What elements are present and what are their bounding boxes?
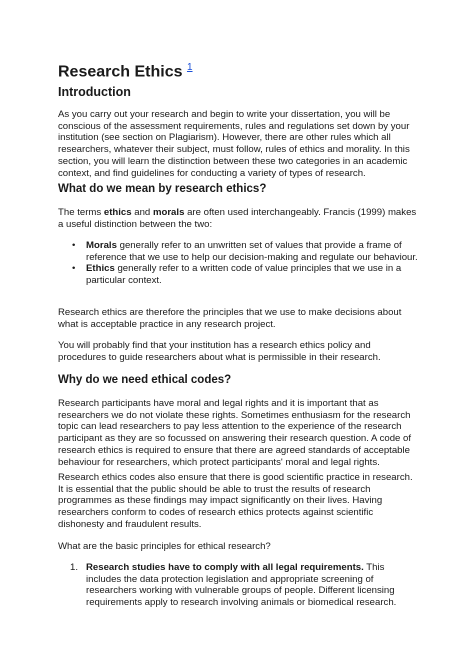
section-heading-ethical-codes: Why do we need ethical codes? — [58, 374, 232, 386]
page-title — [58, 56, 420, 82]
ethics-morals-paragraph: The terms ethics and morals are often used interchangeably. Francis (1999) makes a useful distinction between the two: — [58, 207, 417, 230]
list-item: 1. Research studies have to comply with all legal requirements. This includes the data protection legislation and appropriate screening of researchers working with vulnerable groups of people. Different licensing requirements apply to research involving animals or biomedical research. — [70, 562, 397, 609]
bullet-icon: • — [72, 263, 76, 275]
title-text: Research Ethics — [58, 63, 183, 81]
principles-list — [58, 562, 420, 609]
policy-paragraph: You will probably find that your institution has a research ethics policy and procedures to guide researchers about what is permissible in their research. — [58, 340, 381, 363]
list-number: 1. — [70, 562, 79, 573]
intro-heading: Introduction — [58, 85, 131, 99]
term-morals: morals — [152, 207, 185, 218]
rights-paragraph: Research participants have moral and legal rights and it is important that as researchers we do not violate these rights. Sometimes enthusiasm for the research topic can lead researchers to pay less attention to the experience of the research participant as they are so focussed on answering their research question. A code of research ethics is required to ensure that there are agreed standards of acceptable behaviour for researchers, which protect participants' moral and legal rights. — [58, 398, 412, 468]
section-heading-research-ethics: What do we mean by research ethics? — [58, 183, 267, 195]
definitions-list — [58, 240, 420, 287]
principles-question: What are the basic principles for ethical research? — [58, 541, 271, 552]
footnote-link[interactable]: 1 — [186, 62, 193, 73]
intro-paragraph: As you carry out your research and begin to write your dissertation, you will be conscious of the assessment requirements, rules and regulations set down by your institution (see section on Plagiarism). However, there are other rules which all researchers, whatever their subject, must follow, rules of ethics and morality. In this section, you will learn the distinction between these two categories in an academic context, and find guidelines for conducting a variety of types of research. — [58, 109, 410, 179]
list-item: • Morals generally refer to an unwritten set of values that provide a frame of reference that we use to help our decision-making and regulate our behaviour. — [72, 240, 418, 263]
list-item: • Ethics generally refer to a written code of value principles that we use in a particular context. — [72, 263, 402, 287]
bullet-icon: • — [72, 240, 76, 251]
scientific-practice-paragraph: Research ethics codes also ensure that there is good scientific practice in research. It is essential that the public should be able to trust the results of research programmes as these findings may impact significantly on their lives. Having researchers conform to codes of research ethics protects against scientific dishonesty and fraudulent results. — [58, 472, 413, 530]
term-ethics: ethics — [103, 207, 132, 218]
research-ethics-paragraph: Research ethics are therefore the principles that we use to make decisions about what is acceptable practice in any research project. — [58, 307, 402, 330]
